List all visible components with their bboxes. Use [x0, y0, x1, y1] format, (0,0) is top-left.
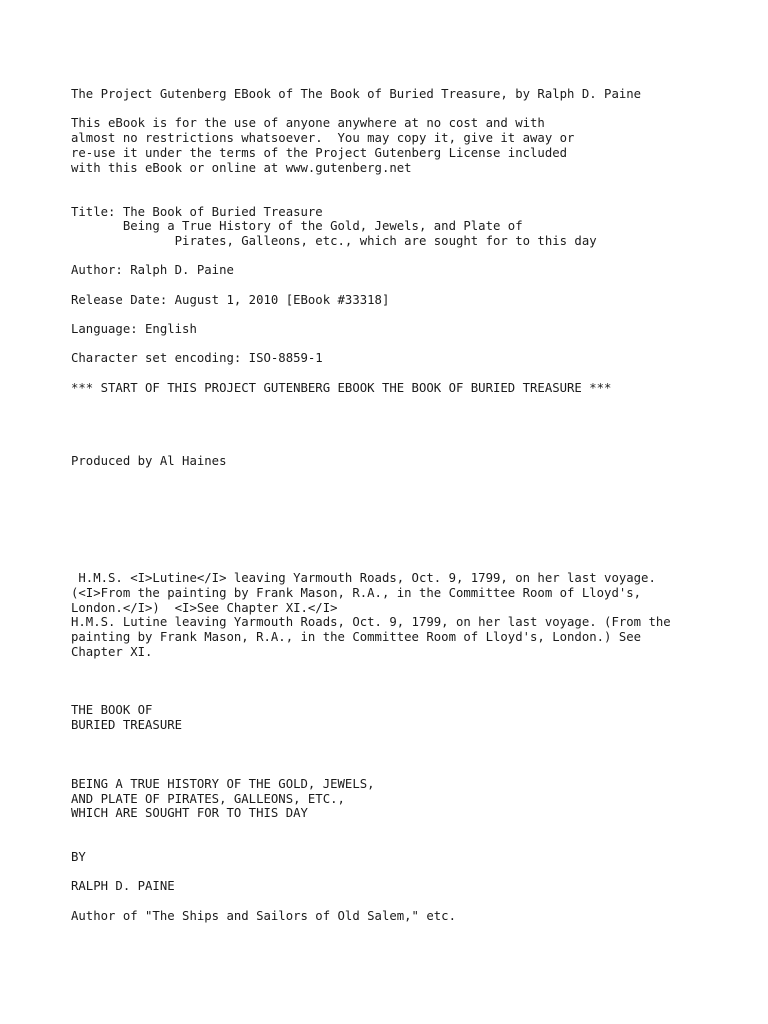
- by-line: BY: [71, 850, 86, 864]
- language-line: Language: English: [71, 322, 197, 336]
- title-line-3: Pirates, Galleons, etc., which are sought for to this day: [71, 234, 597, 248]
- author-line: Author: Ralph D. Paine: [71, 263, 234, 277]
- title-line-2: Being a True History of the Gold, Jewels, and Plate of: [71, 219, 523, 233]
- subtitle-line-1: BEING A TRUE HISTORY OF THE GOLD, JEWELS,: [71, 777, 375, 791]
- release-date-line: Release Date: August 1, 2010 [EBook #33318]: [71, 293, 390, 307]
- author-of-line: Author of "The Ships and Sailors of Old Salem," etc.: [71, 909, 456, 923]
- license-line-4: with this eBook or online at www.gutenberg.net: [71, 161, 412, 175]
- caption-plain-line-1: H.M.S. Lutine leaving Yarmouth Roads, Oct. 9, 1799, on her last voyage. (From the: [71, 615, 671, 629]
- caption-plain-line-3: Chapter XI.: [71, 645, 153, 659]
- subtitle-line-3: WHICH ARE SOUGHT FOR TO THIS DAY: [71, 806, 308, 820]
- caption-raw-line-1: H.M.S. <I>Lutine</I> leaving Yarmouth Roads, Oct. 9, 1799, on her last voyage.: [71, 571, 656, 585]
- caption-plain-line-2: painting by Frank Mason, R.A., in the Committee Room of Lloyd's, London.) See: [71, 630, 642, 644]
- produced-by-line: Produced by Al Haines: [71, 454, 227, 468]
- encoding-line: Character set encoding: ISO-8859-1: [71, 351, 323, 365]
- caption-raw-line-3: London.</I>) <I>See Chapter XI.</I>: [71, 601, 338, 615]
- book-title-line-1: THE BOOK OF: [71, 703, 153, 717]
- license-line-1: This eBook is for the use of anyone anywhere at no cost and with: [71, 116, 545, 130]
- license-line-3: re-use it under the terms of the Project Gutenberg License included: [71, 146, 568, 160]
- book-title-line-2: BURIED TREASURE: [71, 718, 183, 732]
- subtitle-line-2: AND PLATE OF PIRATES, GALLEONS, ETC.,: [71, 792, 345, 806]
- title-line-1: Title: The Book of Buried Treasure: [71, 205, 323, 219]
- author-name-line: RALPH D. PAINE: [71, 879, 175, 893]
- license-line-2: almost no restrictions whatsoever. You may copy it, give it away or: [71, 131, 575, 145]
- caption-raw-line-2: (<I>From the painting by Frank Mason, R.A., in the Committee Room of Lloyd's,: [71, 586, 642, 600]
- ebook-header-line: The Project Gutenberg EBook of The Book of Buried Treasure, by Ralph D. Paine: [71, 87, 642, 101]
- ebook-start-marker: *** START OF THIS PROJECT GUTENBERG EBOOK THE BOOK OF BURIED TREASURE ***: [71, 381, 612, 395]
